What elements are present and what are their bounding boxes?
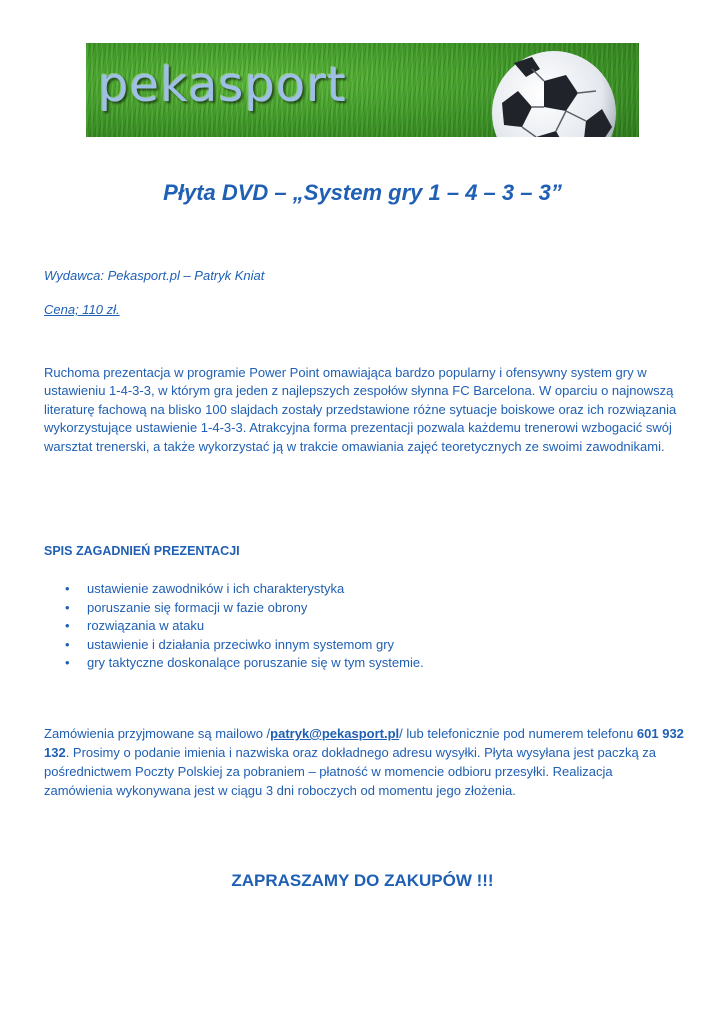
publisher-text: Wydawca: Pekasport.pl – Patryk Kniat bbox=[44, 268, 265, 283]
description-paragraph: Ruchoma prezentacja w programie Power Point omawiająca bardzo popularny i ofensywny system gry w ustawieniu 1-4-3-3, w którym gra jeden z najlepszych zespołów słynna FC Barcelona. W oparciu o najnowszą literaturę fachową na blisko 100 slajdach zostały przedstawione różne sytuacje boiskowe oraz ich rozwiązania wykorzystujące ustawienie 1-4-3-3. Atrakcyjna forma prezentacji pozwala każdemu trenerowi wzbogacić swój warsztat trenerski, a także wykorzystać ją w trakcie omawiania zajęć teoretycznych ze swoimi zawodnikami. bbox=[44, 365, 677, 454]
header-banner bbox=[86, 43, 639, 137]
price-text: Cena; 110 zł. bbox=[44, 302, 120, 317]
list-item bbox=[44, 654, 424, 673]
list-item bbox=[44, 617, 424, 636]
phone-number: 601 932 132 bbox=[44, 726, 684, 760]
orders-text-intro: Zamówienia przyjmowane są mailowo / bbox=[44, 726, 271, 741]
bullet-icon: • bbox=[65, 636, 70, 652]
call-to-action: ZAPRASZAMY DO ZAKUPÓW !!! bbox=[231, 871, 494, 890]
list-item bbox=[44, 580, 424, 599]
bullet-icon: • bbox=[65, 655, 70, 671]
list-item-label: ustawienie i działania przeciwko innym systemom gry bbox=[87, 636, 395, 652]
list-item-label: ustawienie zawodników i ich charakterystyka bbox=[87, 581, 345, 596]
list-item-label: poruszanie się formacji w fazie obrony bbox=[87, 599, 308, 615]
soccer-ball-icon bbox=[474, 51, 634, 137]
page-title: Płyta DVD – „System gry 1 – 4 – 3 – 3” bbox=[163, 180, 562, 205]
email-link[interactable]: patryk@pekasport.pl bbox=[270, 726, 400, 741]
bullet-icon: • bbox=[65, 599, 70, 615]
list-item-label: rozwiązania w ataku bbox=[87, 618, 205, 634]
toc-heading: SPIS ZAGADNIEŃ PREZENTACJI bbox=[44, 544, 240, 558]
list-item bbox=[44, 599, 424, 618]
orders-text-details: . Prosimy o podanie imienia i nazwiska oraz dokładnego adresu wysyłki. Płyta wysyłana jest paczką za pośrednictwem Poczty Polskiej za pobraniem – płatność w momencie odbioru przesyłki. Realizacja zamówienia wykonywana jest w ciągu 3 dni roboczych od momentu jego złożenia. bbox=[44, 745, 657, 798]
list-item-label: gry taktyczne doskonalące poruszanie się w tym systemie. bbox=[87, 655, 424, 671]
toc-list bbox=[44, 580, 424, 673]
orders-text-phone-intro: / lub telefonicznie pod numerem telefonu bbox=[399, 726, 637, 741]
list-item bbox=[44, 636, 424, 655]
bullet-icon: • bbox=[65, 581, 70, 596]
orders-paragraph bbox=[44, 724, 684, 800]
bullet-icon: • bbox=[65, 618, 70, 634]
logo-text: pekasport bbox=[98, 57, 347, 113]
